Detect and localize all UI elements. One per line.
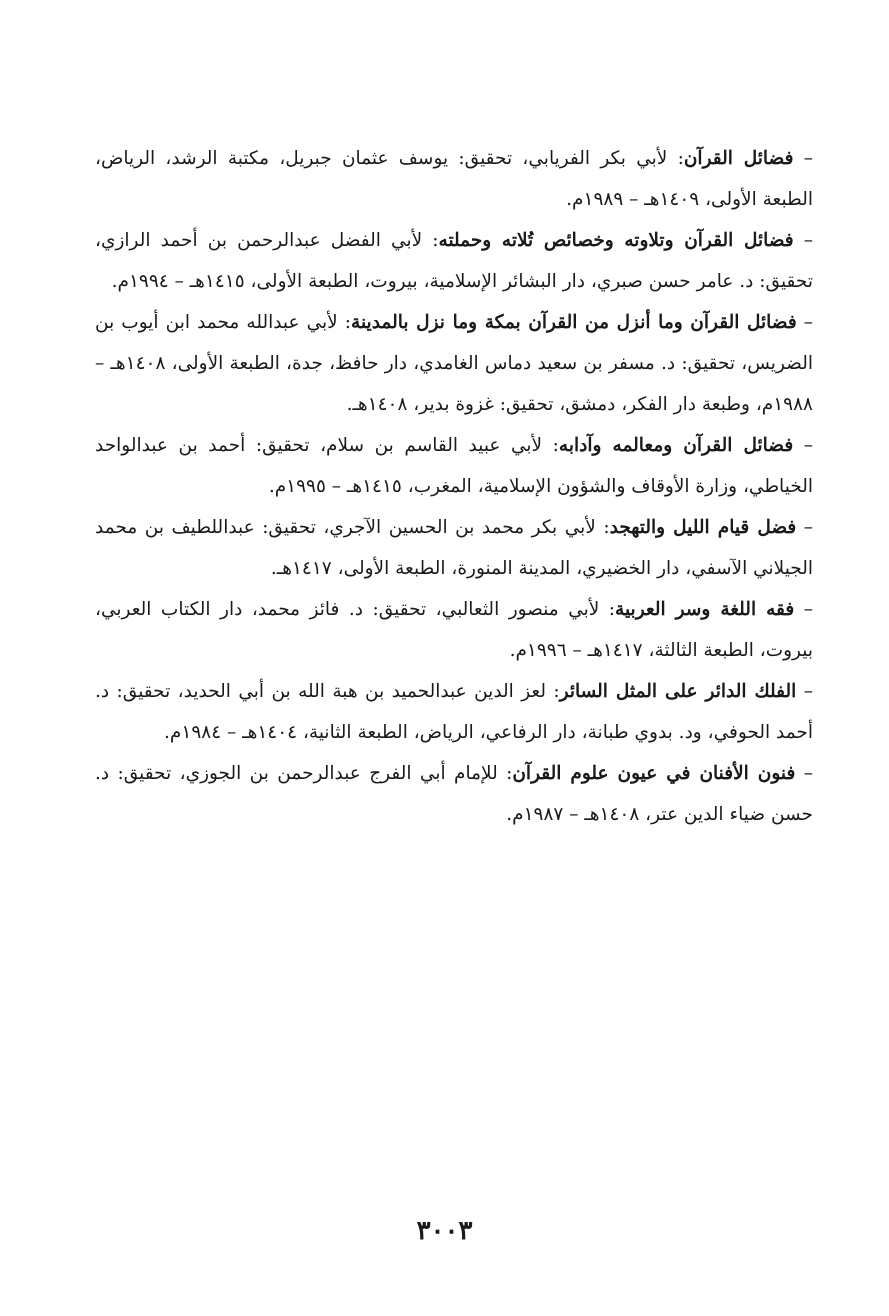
bibliography-entry <box>95 425 813 507</box>
entry-details: : لأبي بكر الفريابي، تحقيق: يوسف عثمان جبريل، مكتبة الرشد، الرياض، الطبعة الأولى، ١٤٠٩هـ – ١٩٨٩م. <box>95 148 813 210</box>
bibliography-entry <box>95 220 813 302</box>
entry-dash: – <box>794 599 814 620</box>
bibliography-entry <box>95 302 813 425</box>
entry-title: فضل قيام الليل والتهجد <box>609 517 797 538</box>
entry-dash: – <box>793 435 813 456</box>
bibliography-list <box>95 138 813 1178</box>
entry-title: فضائل القرآن وما أنزل من القرآن بمكة وما نزل بالمدينة <box>351 312 797 333</box>
bibliography-entry <box>95 589 813 671</box>
entry-details: : لأبي الفضل عبدالرحمن بن أحمد الرازي، تحقيق: د. عامر حسن صبري، دار البشائر الإسلامية، بيروت، الطبعة الأولى، ١٤١٥هـ – ١٩٩٤م. <box>95 230 813 292</box>
bibliography-entry <box>95 507 813 589</box>
entry-title: فضائل القرآن وتلاوته وخصائص تُلاته وحملته <box>438 230 794 251</box>
entry-dash: – <box>796 517 814 538</box>
entry-details: : لأبي عبيد القاسم بن سلام، تحقيق: أحمد بن عبدالواحد الخياطي، وزارة الأوقاف والشؤون الإسلامية، المغرب، ١٤١٥هـ – ١٩٩٥م. <box>95 435 813 497</box>
page-number: ٣٠٠٣ <box>416 1216 473 1246</box>
entry-dash: – <box>796 312 813 333</box>
entry-details: : لأبي عبدالله محمد ابن أيوب بن الضريس، تحقيق: د. مسفر بن سعيد دماس الغامدي، دار حافظ، جدة، الطبعة الأولى، ١٤٠٨هـ – ١٩٨٨م، وطبعة دار الفكر، دمشق، تحقيق: غزوة بدير، ١٤٠٨هـ. <box>95 312 813 415</box>
entry-title: الفلك الدائر على المثل السائر <box>559 681 797 702</box>
entry-details: : لعز الدين عبدالحميد بن هبة الله بن أبي الحديد، تحقيق: د. أحمد الحوفي، ود. بدوي طبانة، دار الرفاعي، الرياض، الطبعة الثانية، ١٤٠٤هـ – ١٩٨٤م. <box>95 681 813 743</box>
entry-dash: – <box>795 763 813 784</box>
entry-dash: – <box>796 681 813 702</box>
entry-dash: – <box>793 230 813 251</box>
entry-details: : لأبي بكر محمد بن الحسين الآجري، تحقيق: عبداللطيف بن محمد الجيلاني الآسفي، دار الخضيري، المدينة المنورة، الطبعة الأولى، ١٤١٧هـ. <box>95 517 813 579</box>
bibliography-entry <box>95 138 813 220</box>
entry-details: : لأبي منصور الثعالبي، تحقيق: د. فائز محمد، دار الكتاب العربي، بيروت، الطبعة الثالثة، ١٤١٧هـ – ١٩٩٦م. <box>95 599 813 661</box>
bibliography-entry <box>95 753 813 835</box>
entry-dash: – <box>793 148 813 169</box>
entry-title: فضائل القرآن <box>683 148 794 169</box>
entry-title: فقه اللغة وسر العربية <box>615 599 795 620</box>
entry-details: : للإمام أبي الفرج عبدالرحمن بن الجوزي، تحقيق: د. حسن ضياء الدين عتر، ١٤٠٨هـ – ١٩٨٧م. <box>95 763 813 825</box>
bibliography-entry <box>95 671 813 753</box>
entry-title: فضائل القرآن ومعالمه وآدابه <box>558 435 794 456</box>
entry-title: فنون الأفنان في عيون علوم القرآن <box>512 763 796 784</box>
